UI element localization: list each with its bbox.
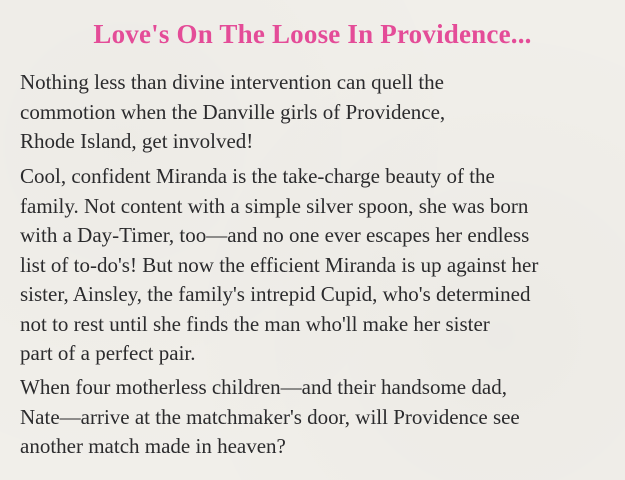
blurb-paragraph-2 [20,162,618,369]
text-line: with a Day-Timer, too—and no one ever escapes her endless [20,223,530,247]
text-line: When four motherless children—and their handsome dad, [20,375,507,399]
text-line: Cool, confident Miranda is the take-charge beauty of the [20,164,495,188]
text-line: not to rest until she finds the man who'll make her sister [20,311,490,336]
text-line: another match made in heaven? [20,434,286,458]
text-line: Rhode Island, get involved! [20,129,254,153]
blurb-title: Love's On The Loose In Providence... [93,19,532,49]
text-line: family. Not content with a simple silver spoon, she was born [20,193,529,218]
text-line: list of to-do's! But now the efficient Miranda is up against her [20,252,539,277]
blurb-paragraph-1 [20,68,618,157]
text-line: Nate—arrive at the matchmaker's door, will Providence see [20,404,520,429]
text-line: Nothing less than divine intervention can quell the [20,70,444,94]
text-line: part of a perfect pair. [20,341,196,365]
blurb-paragraph-3 [20,373,618,462]
text-line: sister, Ainsley, the family's intrepid Cupid, who's determined [20,282,531,306]
text-line: commotion when the Danville girls of Providence, [20,99,446,124]
